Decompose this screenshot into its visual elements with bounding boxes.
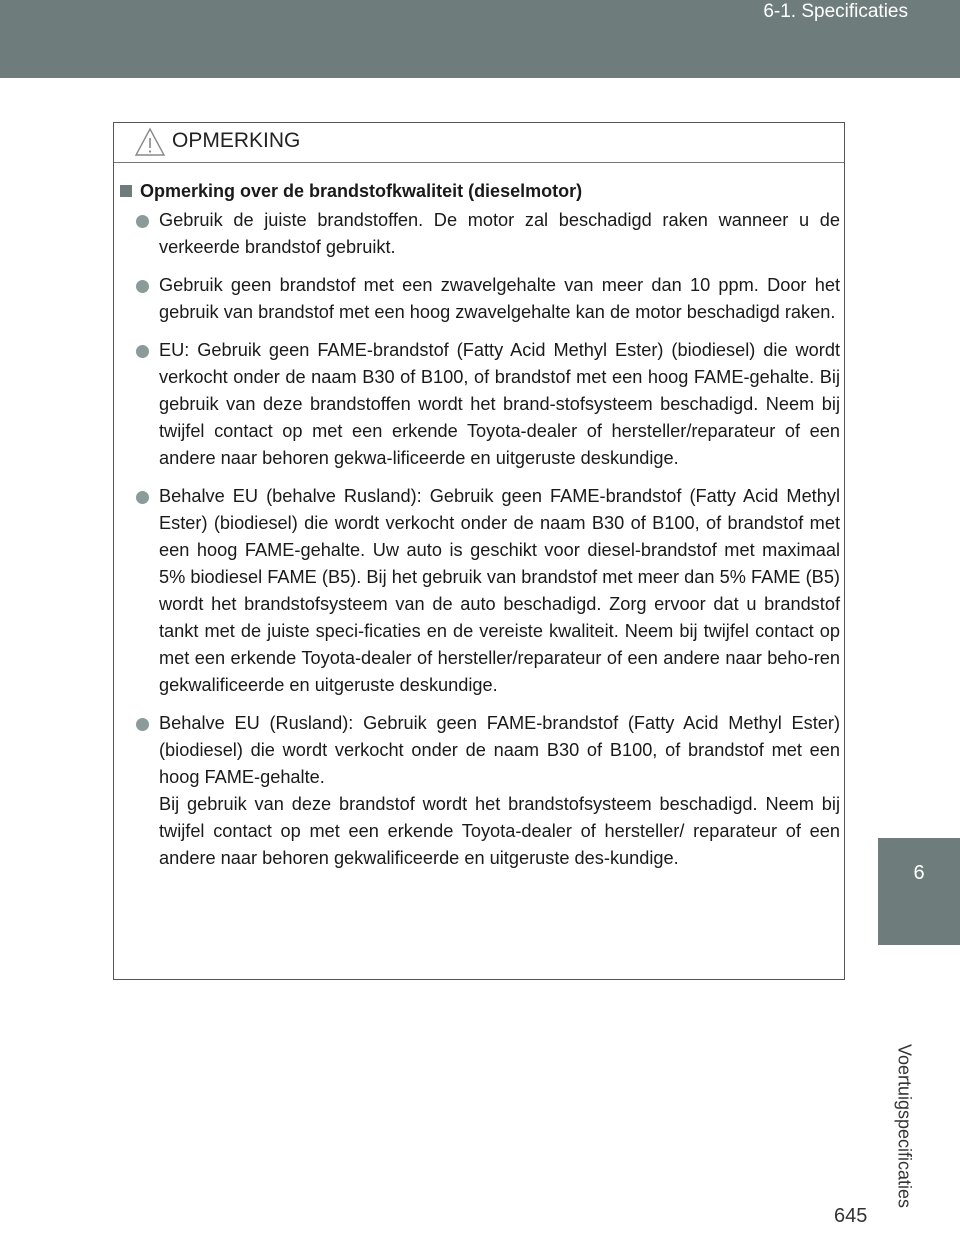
- square-bullet-icon: [120, 185, 132, 197]
- list-item-text: Behalve EU (Rusland): Gebruik geen FAME-brandstof (Fatty Acid Methyl Ester) (biodiesel) die wordt verkocht onder de naam B30 of B100, of brandstof met een hoog FAME-gehalte. Bij gebruik van deze brandstof wordt het brandstofsysteem beschadigd. Neem bij twijfel contact op met een erkende Toyota-dealer of hersteller/ reparateur of een andere naar behoren gekwalificeerde en uitgeruste des-kundige.: [159, 713, 840, 868]
- list-item: [114, 272, 846, 326]
- note-subheading: [120, 181, 582, 202]
- list-item-text: Gebruik geen brandstof met een zwavelgehalte van meer dan 10 ppm. Door het gebruik van brandstof met een hoog zwavelgehalte kan de motor beschadigd raken.: [159, 275, 840, 322]
- list-item-text: EU: Gebruik geen FAME-brandstof (Fatty Acid Methyl Ester) (biodiesel) die wordt verkocht onder de naam B30 of B100, of brandstof met een hoog FAME-gehalte. Bij gebruik van deze brandstoffen wordt het brand-stofsysteem beschadigd. Neem bij twijfel contact op met een erkende Toyota-dealer of hersteller/reparateur of een andere naar behoren gekwa-lificeerde en uitgeruste deskundige.: [159, 340, 840, 468]
- chapter-number: 6: [913, 862, 925, 884]
- list-item-text: Gebruik de juiste brandstoffen. De motor zal beschadigd raken wanneer u de verkeerde brandstof gebruikt.: [159, 210, 840, 257]
- round-bullet-icon: [136, 718, 149, 731]
- note-header: [114, 123, 844, 163]
- list-item-text: Behalve EU (behalve Rusland): Gebruik geen FAME-brandstof (Fatty Acid Methyl Ester) (biodiesel) die wordt verkocht onder de naam B30 of B100, of brandstof met een hoog FAME-gehalte. Uw auto is geschikt voor diesel-brandstof met maximaal 5% biodiesel FAME (B5). Bij het gebruik van brandstof met meer dan 5% FAME (B5) wordt het brandstofsysteem van de auto beschadigd. Zorg ervoor dat u brandstof tankt met de juiste speci-ficaties en de vereiste kwaliteit. Neem bij twijfel contact op met een erkende Toyota-dealer of hersteller/reparateur of een andere naar beho-ren gekwalificeerde en uitgeruste deskundige.: [159, 486, 840, 695]
- section-heading: 6-1. Specificaties: [763, 1, 908, 22]
- round-bullet-icon: [136, 280, 149, 293]
- note-box: [113, 122, 845, 980]
- bullet-list: [114, 207, 846, 883]
- warning-triangle-icon: [134, 127, 166, 157]
- note-subheading-text: Opmerking over de brandstofkwaliteit (dieselmotor): [140, 181, 583, 201]
- round-bullet-icon: [136, 345, 149, 358]
- chapter-label: Voertuigspecificaties: [894, 1043, 915, 1209]
- list-item: [114, 337, 846, 472]
- list-item: [114, 710, 846, 872]
- page-number: 645: [834, 1205, 868, 1227]
- note-title: OPMERKING: [172, 129, 301, 152]
- list-item: [114, 483, 846, 699]
- round-bullet-icon: [136, 215, 149, 228]
- chapter-tab: [878, 838, 960, 945]
- list-item: [114, 207, 846, 261]
- round-bullet-icon: [136, 491, 149, 504]
- top-header-bar: [0, 0, 960, 78]
